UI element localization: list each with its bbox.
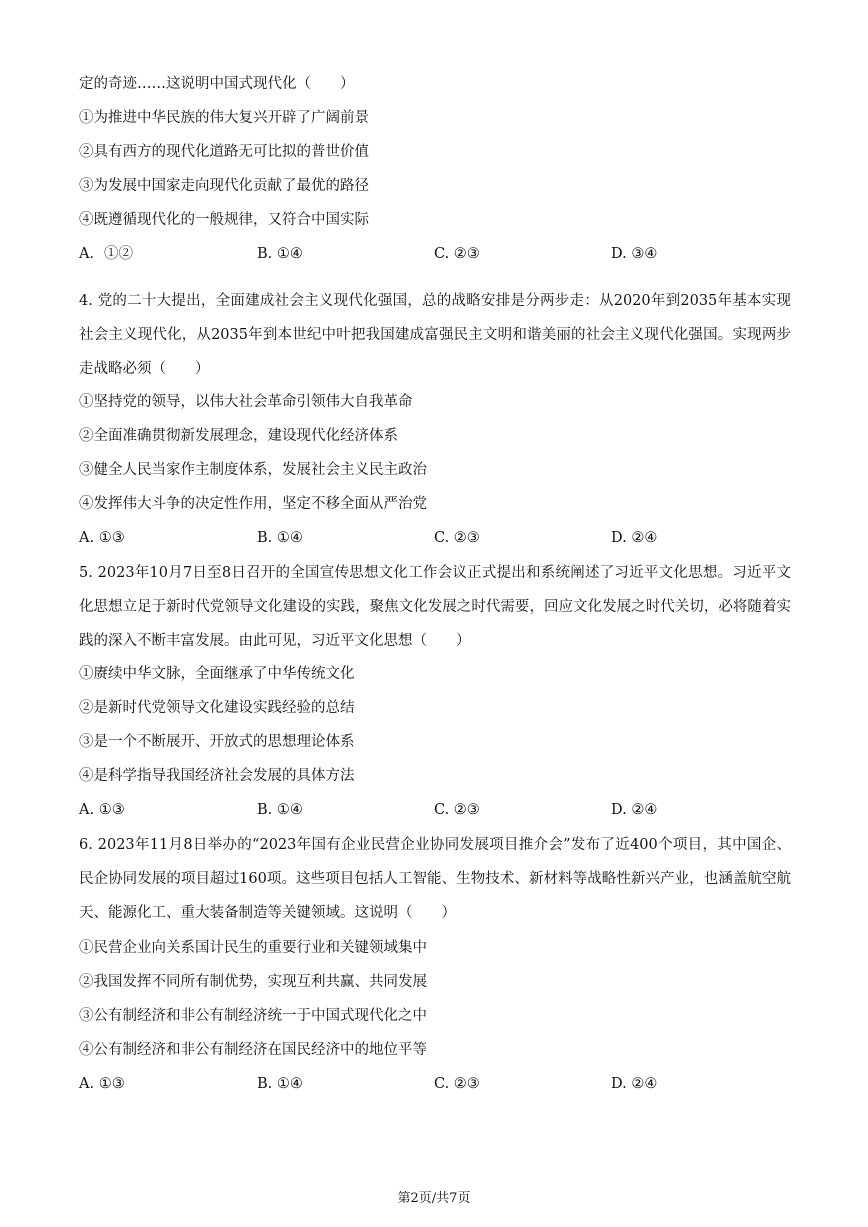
q4-item-4: ④发挥伟大斗争的决定性作用，坚定不移全面从严治党: [79, 496, 427, 512]
q5-option-c: C. ②③: [434, 802, 480, 818]
q5-stem: 5. 2023年10月7日至8日召开的全国宣传思想文化工作会议正式提出和系统阐述了习近平文化思想。习近平文化思想立足于新时代党领导文化建设的实践，聚焦文化发展之时代需要，回应文化发展之时代关切，必将随着实践的深入不断丰富发展。由此可见，习近平文化思想（ ）: [79, 565, 791, 649]
q3-option-d: D. ③④: [611, 246, 658, 262]
q5-option-a: A. ①③: [79, 802, 125, 818]
q6-option-d: D. ②④: [611, 1076, 658, 1092]
q5-option-b: B. ①④: [257, 802, 303, 818]
q3-option-b: B. ①④: [257, 246, 303, 262]
q6-item-1: ①民营企业向关系国计民生的重要行业和关键领域集中: [79, 940, 427, 956]
q4-option-d: D. ②④: [611, 530, 658, 546]
q3-options: [79, 244, 791, 264]
q3-stem-tail: 定的奇迹……这说明中国式现代化（ ）: [79, 76, 355, 92]
q5-item-4: ④是科学指导我国经济社会发展的具体方法: [79, 768, 355, 784]
page-number: 第2页/共7页: [397, 1191, 471, 1206]
q6-option-b: B. ①④: [257, 1076, 303, 1092]
q6-item-4: ④公有制经济和非公有制经济在国民经济中的地位平等: [79, 1042, 427, 1058]
q3-item-4: ④既遵循现代化的一般规律，又符合中国实际: [79, 212, 369, 228]
q3-item-1: ①为推进中华民族的伟大复兴开辟了广阔前景: [79, 110, 369, 126]
q4-option-a: A. ①③: [79, 530, 125, 546]
q4-option-c: C. ②③: [434, 530, 480, 546]
q5-item-3: ③是一个不断展开、开放式的思想理论体系: [79, 734, 355, 750]
q6-option-a: A. ①③: [79, 1076, 125, 1092]
q4-item-2: ②全面准确贯彻新发展理念，建设现代化经济体系: [79, 428, 398, 444]
q4-options: [79, 528, 791, 548]
q3-option-a: A．①②: [79, 246, 133, 262]
q6-item-3: ③公有制经济和非公有制经济统一于中国式现代化之中: [79, 1008, 427, 1024]
q6-stem: 6. 2023年11月8日举办的“2023年国有企业民营企业协同发展项目推介会”发布了近400个项目，其中国企、民企协同发展的项目超过160项。这些项目包括人工智能、生物技术、新材料等战略性新兴产业，也涵盖航空航天、能源化工、重大装备制造等关键领域。这说明（ ）: [79, 837, 791, 921]
q6-options: [79, 1074, 791, 1094]
q3-item-2: ②具有西方的现代化道路无可比拟的普世价值: [79, 144, 369, 160]
q5-options: [79, 800, 791, 820]
q4-item-1: ①坚持党的领导，以伟大社会革命引领伟大自我革命: [79, 394, 413, 410]
q3-option-c: C. ②③: [434, 246, 480, 262]
q6-option-c: C. ②③: [434, 1076, 480, 1092]
q6-item-2: ②我国发挥不同所有制优势，实现互利共赢、共同发展: [79, 974, 427, 990]
q5-item-2: ②是新时代党领导文化建设实践经验的总结: [79, 700, 355, 716]
q4-stem: 4. 党的二十大提出，全面建成社会主义现代化强国，总的战略安排是分两步走：从2020年到2035年基本实现社会主义现代化，从2035年到本世纪中叶把我国建成富强民主文明和谐美丽的社会主义现代化强国。实现两步走战略必须（ ）: [79, 293, 791, 377]
q5-item-1: ①赓续中华文脉，全面继承了中华传统文化: [79, 666, 355, 682]
q5-option-d: D. ②④: [611, 802, 658, 818]
q4-option-b: B. ①④: [257, 530, 303, 546]
q4-item-3: ③健全人民当家作主制度体系，发展社会主义民主政治: [79, 462, 427, 478]
q3-item-3: ③为发展中国家走向现代化贡献了最优的路径: [79, 178, 369, 194]
